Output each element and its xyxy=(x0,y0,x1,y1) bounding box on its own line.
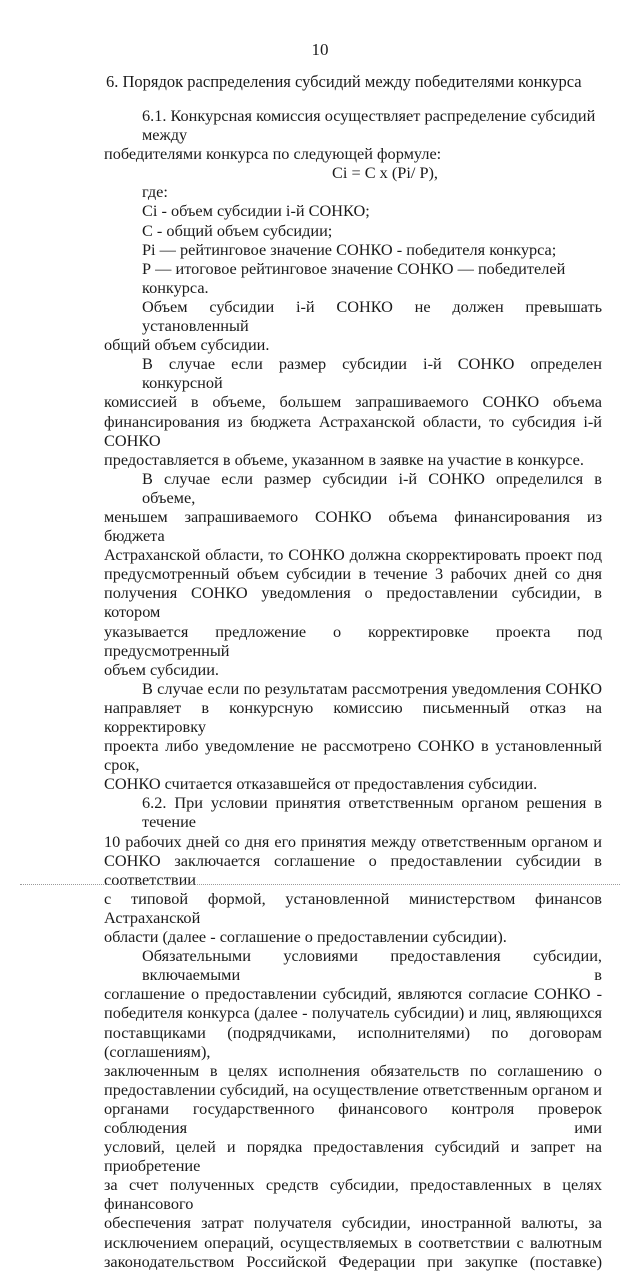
text-line: Обязательными условиями предоставления субсидии, включаемыми в xyxy=(142,946,602,985)
text-line: области (далее - соглашение о предоставлении субсидии). xyxy=(104,927,507,947)
text-line: с типовой формой, установленной министерством финансов Астраханской xyxy=(104,888,602,927)
text-line: 6.1. Конкурсная комиссия осуществляет распределение субсидий между xyxy=(142,106,596,145)
text-line: СОНКО заключается соглашение о предоставлении субсидии в соответствии xyxy=(104,850,602,889)
text-line: 10 рабочих дней со дня его принятия между ответственным органом и xyxy=(104,831,602,851)
text-line: за счет полученных средств субсидии, предоставленных в целях финансового xyxy=(104,1175,602,1214)
text-line: В случае если размер субсидии i-й СОНКО определился в объеме, xyxy=(142,468,602,507)
text-line: В случае если размер субсидии i-й СОНКО определен конкурсной xyxy=(142,354,602,393)
text-line: направляет в конкурсную комиссию письменный отказ на корректировку xyxy=(104,697,602,736)
text-line: С - общий объем субсидии; xyxy=(142,220,333,240)
text-line: предоставляется в объеме, указанном в заявке на участие в конкурсе. xyxy=(104,449,584,469)
text-line: СОНКО считается отказавшейся от предоставления субсидии. xyxy=(104,774,538,794)
text-line: предоставлении субсидий, на осуществление ответственным органом и xyxy=(104,1079,602,1099)
text-line: 6.2. При условии принятия ответственным органом решения в течение xyxy=(142,793,602,832)
text-line: объем субсидии. xyxy=(104,659,219,679)
text-line: исключением операций, осуществляемых в соответствии с валютным xyxy=(104,1232,602,1252)
page-number: 10 xyxy=(311,40,329,59)
text-line: Астраханской области, то СОНКО должна скорректировать проект под xyxy=(104,545,602,565)
text-line: В случае если по результатам рассмотрения уведомления СОНКО xyxy=(142,678,602,698)
text-line: Р — итоговое рейтинговое значение СОНКО — победителей конкурса. xyxy=(142,258,566,297)
text-line: органами государственного финансового контроля проверок соблюдения ими xyxy=(104,1098,602,1137)
text-line: предусмотренный объем субсидии в течение 3 рабочих дней со дня xyxy=(104,564,602,584)
text-line: общий объем субсидии. xyxy=(104,335,270,355)
text-line: меньшем запрашиваемого СОНКО объема финансирования из бюджета xyxy=(104,506,602,546)
text-line: обеспечения затрат получателя субсидии, иностранной валюты, за xyxy=(104,1213,602,1233)
text-line: поставщиками (подрядчиками, исполнителями) по договорам (соглашениям), xyxy=(104,1022,602,1061)
text-line: соглашение о предоставлении субсидий, являются согласие СОНКО - xyxy=(104,984,602,1004)
text-line: законодательством Российской Федерации при закупке (поставке) xyxy=(104,1251,602,1271)
text-line: победителями конкурса по следующей формуле: xyxy=(104,144,442,164)
section-heading: 6. Порядок распределения субсидий между победителями конкурса xyxy=(106,72,582,91)
text-line: получения СОНКО уведомления о предоставлении субсидии, в котором xyxy=(104,583,602,622)
text-line: условий, целей и порядка предоставления субсидий и запрет на приобретение xyxy=(104,1137,602,1176)
text-line: указывается предложение о корректировке проекта под предусмотренный xyxy=(104,621,602,660)
text-line: заключенным в целях исполнения обязательств по соглашению о xyxy=(104,1060,602,1080)
text-line: Ci = C x (Pi/ P), xyxy=(332,163,438,183)
document-body xyxy=(104,106,602,1271)
text-line: проекта либо уведомление не рассмотрено СОНКО в установленный срок, xyxy=(104,736,602,775)
text-line: комиссией в объеме, большем запрашиваемого СОНКО объема xyxy=(104,392,602,412)
text-line: победителя конкурса (далее - получатель субсидии) и лиц, являющихся xyxy=(104,1003,602,1023)
text-line: финансирования из бюджета Астраханской области, то субсидия i-й СОНКО xyxy=(104,411,602,450)
bottom-dotted-rule xyxy=(20,884,620,885)
text-line: где: xyxy=(142,182,168,202)
text-line: Pi — рейтинговое значение СОНКО - победителя конкурса; xyxy=(142,239,557,259)
text-line: Ci - объем субсидии i-й СОНКО; xyxy=(142,201,370,221)
text-line: Объем субсидии i-й СОНКО не должен превышать установленный xyxy=(142,296,602,336)
